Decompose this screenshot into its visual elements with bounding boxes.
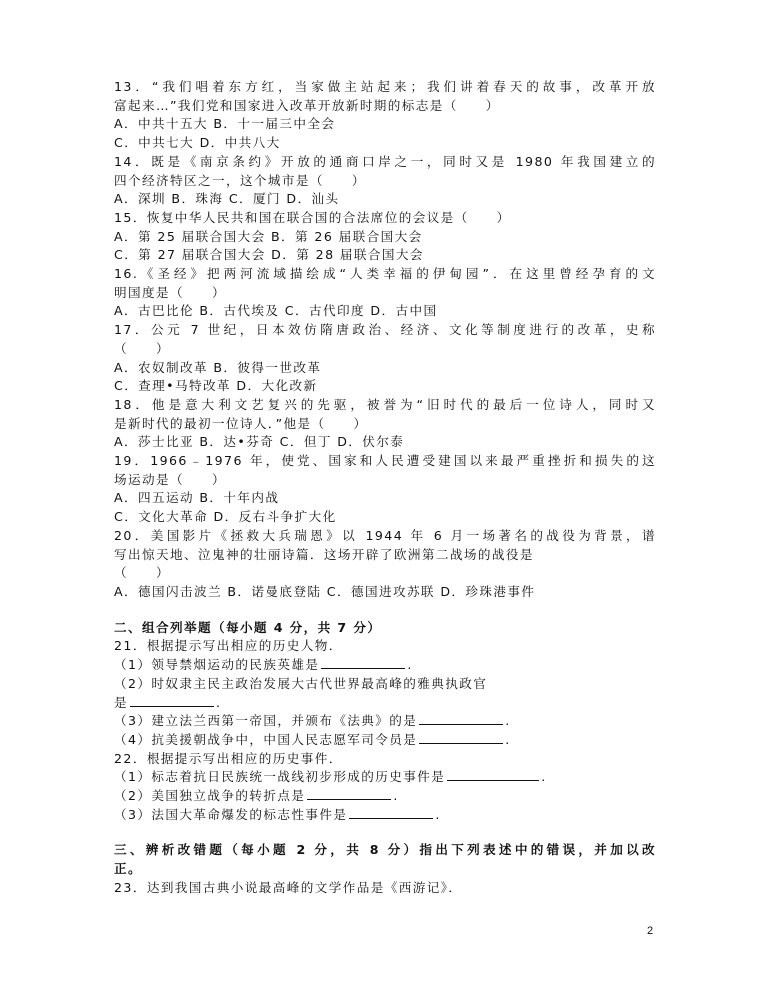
q14-stem-line1: 14．既是《南京条约》开放的通商口岸之一，同时又是 1980 年我国建立的 xyxy=(114,153,656,169)
q21-item1-text: （1）领导禁烟运动的民族英雄是 xyxy=(114,657,320,673)
q21-item1-period: . xyxy=(407,657,413,673)
q23-stem: 23．达到我国古典小说最高峰的文学作品是《西游记》． xyxy=(114,879,463,895)
q19-options-ab: A．四五运动 B．十年内战 xyxy=(114,490,280,506)
q21-item3 xyxy=(114,712,656,731)
q20-options: A．德国闪击波兰 B．诺曼底登陆 C．德国进攻苏联 D．珍珠港事件 xyxy=(114,583,536,599)
section-gap xyxy=(114,824,656,841)
q15-stem: 15．恢复中华人民共和国在联合国的合法席位的会议是（ ） xyxy=(114,209,511,225)
q21-item2-period: . xyxy=(216,694,222,710)
q19-options-cd: C．文化大革命 D．反右斗争扩大化 xyxy=(114,509,337,525)
q21-item2-line1: （2）时奴隶主民主政治发展大古代世界最高峰的雅典执政官 xyxy=(114,675,488,691)
q22-item3 xyxy=(114,806,656,825)
page-number: 2 xyxy=(647,925,654,937)
q15-options-ab: A．第 25 届联合国大会 B．第 26 届联合国大会 xyxy=(114,228,423,244)
q13-stem-line1: 13．“我们唱着东方红，当家做主站起来；我们讲着春天的故事，改革开放 xyxy=(114,79,656,94)
q22-item1 xyxy=(114,768,656,787)
q16-stem-line1: 16.《圣经》把两河流域描绘成“人类幸福的伊甸园”．在这里曾经孕育的文 xyxy=(114,266,656,282)
q21-stem: 21．根据提示写出相应的历史人物． xyxy=(114,638,343,654)
q13-stem-line2: 富起来…”我们党和国家进入改革开放新时期的标志是（ ） xyxy=(114,97,500,113)
section-gap xyxy=(114,602,656,619)
q13-options-ab: A．中共十五大 B．十一届三中全会 xyxy=(114,116,336,132)
section2-title: 二、组合列举题（每小题 4 分，共 7 分） xyxy=(114,619,382,635)
q19-stem-line1: 19．1966﹣1976 年，使党、国家和人民遭受建国以来最严重挫折和损失的这 xyxy=(114,453,656,469)
q14-stem-line2: 四个经济特区之一，这个城市是（ ） xyxy=(114,172,366,188)
q22-item3-period: . xyxy=(435,806,441,822)
q21-item2-line2 xyxy=(114,694,656,713)
q22-item2-text: （2）美国独立战争的转折点是 xyxy=(114,788,306,804)
q20-stem-line1: 20．美国影片《拯救大兵瑞恩》以 1944 年 6 月一场著名的战役为背景，谱 xyxy=(114,527,656,543)
q21-item4-period: . xyxy=(505,731,511,747)
q15-options-cd: C．第 27 届联合国大会 D．第 28 届联合国大会 xyxy=(114,247,424,263)
q19-stem-line2: 场运动是（ ） xyxy=(114,471,226,487)
q21-item4-text: （4）抗美援朝战争中，中国人民志愿军司令员是 xyxy=(114,731,418,747)
section3-title-line1: 三、辨析改错题（每小题 2 分，共 8 分）指出下列表述中的错误，并加以改 xyxy=(114,842,656,858)
q22-item1-period: . xyxy=(541,769,547,785)
q22-item2-blank[interactable] xyxy=(307,787,391,800)
q21-item3-text: （3）建立法兰西第一帝国，并颁布《法典》的是 xyxy=(114,713,418,729)
q16-stem-line2: 明国度是（ ） xyxy=(114,284,226,300)
q17-options-ab: A．农奴制改革 B．彼得一世改革 xyxy=(114,359,322,375)
q21-item1-blank[interactable] xyxy=(321,656,405,669)
q22-item2 xyxy=(114,787,656,806)
q20-stem-line2: 写出惊天地、泣鬼神的壮丽诗篇．这场开辟了欧洲第二战场的战役是 xyxy=(114,546,534,562)
q16-options: A．古巴比伦 B．古代埃及 C．古代印度 D．古中国 xyxy=(114,303,438,319)
q14-options: A．深圳 B．珠海 C．厦门 D．汕头 xyxy=(114,191,340,207)
section3-title-line2: 正。 xyxy=(114,861,142,877)
q21-item4-blank[interactable] xyxy=(419,731,503,744)
q17-stem-line1: 17．公元 7 世纪，日本效仿隋唐政治、经济、文化等制度进行的改革，史称 xyxy=(114,322,656,338)
q17-stem-line2: （ ） xyxy=(114,340,170,356)
q18-stem-line2: 是新时代的最初一位诗人．”他是（ ） xyxy=(114,415,368,431)
q13-options-cd: C．中共七大 D．中共八大 xyxy=(114,135,281,151)
q22-item1-text: （1）标志着抗日民族统一战线初步形成的历史事件是 xyxy=(114,769,446,785)
q21-item2-text: 是 xyxy=(114,694,128,710)
q21-item3-blank[interactable] xyxy=(419,712,503,725)
q21-item2-blank[interactable] xyxy=(130,694,214,707)
q20-stem-line3: （ ） xyxy=(114,565,170,581)
q22-item3-text: （3）法国大革命爆发的标志性事件是 xyxy=(114,806,348,822)
q18-stem-line1: 18．他是意大利文艺复兴的先驱，被誉为“旧时代的最后一位诗人，同时又 xyxy=(114,396,656,412)
exam-page xyxy=(114,78,656,898)
q22-stem: 22．根据提示写出相应的历史事件． xyxy=(114,750,343,766)
q22-item2-period: . xyxy=(393,788,399,804)
q22-item1-blank[interactable] xyxy=(447,768,539,781)
q21-item3-period: . xyxy=(505,713,511,729)
q21-item1 xyxy=(114,656,656,675)
q17-options-cd: C．查理•马特改革 D．大化改新 xyxy=(114,378,318,394)
q18-options: A．莎士比亚 B．达•芬奇 C．但丁 D．伏尔泰 xyxy=(114,434,405,450)
q21-item4 xyxy=(114,731,656,750)
q22-item3-blank[interactable] xyxy=(349,806,433,819)
